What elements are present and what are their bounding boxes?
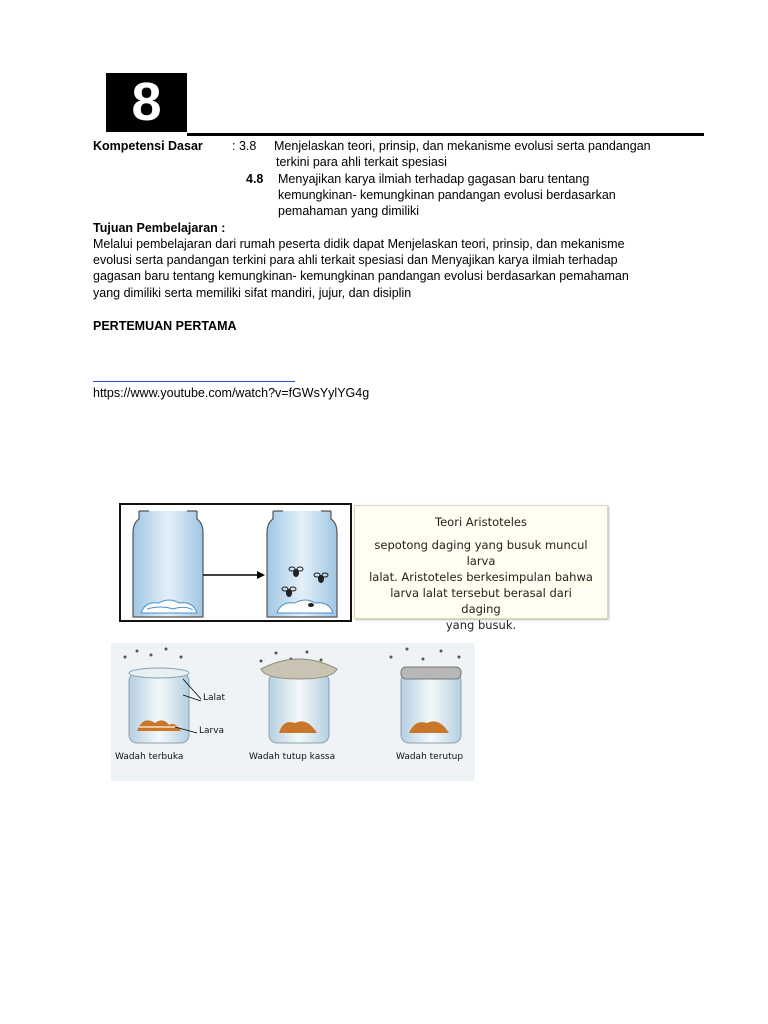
label-wadah-terbuka: Wadah terbuka [115,752,184,762]
kd2-line2: kemungkinan- kemungkinan pandangan evolusi berdasarkan [278,188,616,202]
figure-redi-experiment [111,643,475,781]
caption-line: lalat. Aristoteles berkesimpulan bahwa [369,570,593,584]
label-wadah-tutup-kassa: Wadah tutup kassa [249,752,336,762]
jar-left [133,511,203,617]
jar-gauze [261,659,337,743]
chapter-number-box: 8 [106,73,187,132]
caption-title: Teori Aristoteles [435,515,527,529]
figure-aristoteles-jars [119,503,352,622]
tujuan-line1: Melalui pembelajaran dari rumah peserta didik dapat Menjelaskan teori, prinsip, dan mekanisme [93,237,625,251]
caption-line: larva lalat tersebut berasal dari daging [390,586,572,616]
jars-illustration [121,505,350,620]
tujuan-line3: gagasan baru tentang kemungkinan- kemungkinan pandangan evolusi berdasarkan pemahaman [93,269,629,283]
tujuan-line4: yang dimiliki serta memiliki sifat mandiri, jujur, dan disiplin [93,286,412,300]
kd2-line3: pemahaman yang dimiliki [278,204,420,218]
kompetensi-separator: : 3.8 [232,139,257,153]
kd1-line1: Menjelaskan teori, prinsip, dan mekanisme evolusi serta pandangan [274,139,651,153]
jar-open [129,668,201,743]
kd2-number: 4.8 [246,172,264,186]
caption-line: sepotong daging yang busuk muncul larva [374,538,588,568]
caption-line: yang busuk. [445,618,517,632]
kd2-line1: Menyajikan karya ilmiah terhadap gagasan baru tentang [278,172,590,186]
tujuan-heading: Tujuan Pembelajaran : [93,221,226,235]
jar-right [267,511,337,617]
link-underline [93,381,295,382]
video-url-link[interactable]: https://www.youtube.com/watch?v=fGWsYylYG4g [93,386,370,400]
arrow-icon [203,571,265,579]
jar-closed [401,667,461,743]
pertemuan-heading: PERTEMUAN PERTAMA [93,319,237,333]
label-lalat: Lalat [203,693,226,703]
header-rule [187,133,704,136]
label-larva: Larva [199,726,225,736]
tujuan-line2: evolusi serta pandangan terkini para ahli terkait spesiasi dan Menyajikan karya ilmiah terhadap [93,253,618,267]
kompetensi-label: Kompetensi Dasar [93,139,203,153]
kd1-line2: terkini para ahli terkait spesiasi [276,155,447,169]
figure-aristoteles-caption [354,505,608,632]
label-wadah-terutup: Wadah terutup [396,752,464,762]
